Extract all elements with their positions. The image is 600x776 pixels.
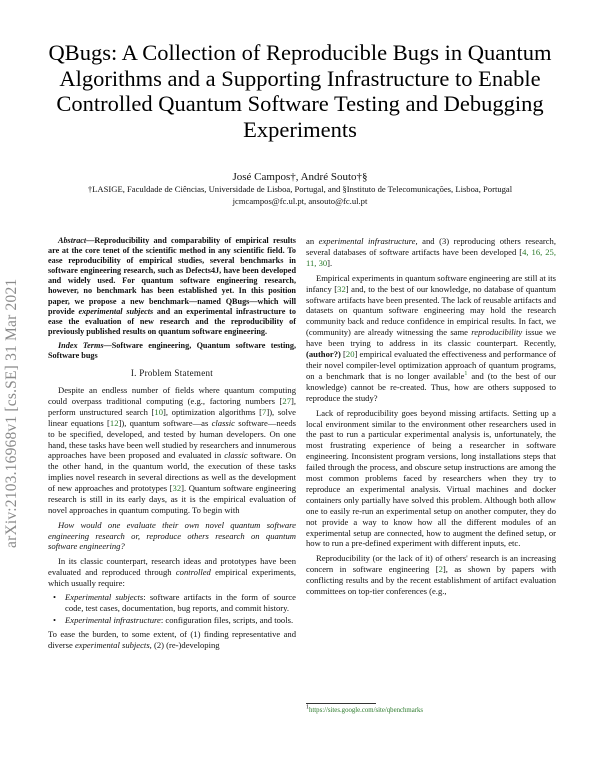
body-paragraph: To ease the burden, to some extent, of (1) finding representative and diverse experimental subjects, (2) (re-)developing	[48, 629, 296, 651]
body-paragraph: Empirical experiments in quantum software engineering are still at its infancy [32] and, to the best of our knowledge, no database of quantum software artifacts have been presented. The lack of reusable artifacts and datasets on quantum software engineering may hold the research community back and reduce confidence in empirical results. In fact, we (community) are already witnessing the same reproducibility issue we have been trying to address in its classic counterpart. Recently, (author?) [20] empirical evaluated the effectiveness and performance of their novel compiler-level optimization approach of quantum programs, on a benchmark that is no longer available$^1$ and (to the best of our knowledge) cannot be re-created. Thus, how are others supposed to reproduce the study?	[306, 272, 556, 403]
list-item: • Experimental infrastructure: configuration files, scripts, and tools.	[60, 615, 296, 626]
requirements-list	[48, 592, 296, 626]
unresolved-author-ref: (author?)	[306, 349, 341, 360]
list-item: • Experimental subjects: software artifacts in the form of source code, test cases, documentation, bug reports, and commit history.	[60, 592, 296, 614]
abstract-label: Abstract	[58, 236, 87, 245]
body-paragraph: Despite an endless number of fields where quantum computing could overpass traditional computing (e.g., factoring numbers [27], perform unstructured search [10], optimization algorithms [7]), solve linear equations [12]), quantum software—as classic software—needs to be specified, developed, and tested by human developers. On one hand, these tasks have been well studied by researchers and innumerous approaches have been proposed and evaluated in classic software. On the other hand, in the quantum world, the execution of these tasks implies novel research in several directions as well as the development of new approaches and prototypes [32]. Quantum software engineering research is still in its early days, as it is the empirical evaluation of novel approaches in quantum computing. To begin with	[48, 385, 297, 515]
authors: José Campos†, André Souto†§	[232, 171, 368, 183]
section-heading: I. Problem Statement	[130, 368, 214, 379]
body-paragraph: Lack of reproducibility goes beyond missing artifacts. Setting up a local environment similar to the environment other researchers used in the past to run a particular experimental analysis is, unfortunately, the most frustrating experience of being a researcher in software engineering. Inconsistent program versions, long installations steps that failed through the process, and obscure setup instructions are among the most common problems faced by researchers when they try to reproduce an experimental analysis. Virtual machines and docker containers only partially have solved this problem. Although both allow one to easily re-run an experimental setup on another computer, they do not provide a way to know how all the different modules of an experimental setup are connected, how to augment the defined setup, or how to run a pre-defined experiment with different inputs, etc.	[306, 407, 556, 549]
citation-link[interactable]: 4, 16, 25, 11, 30	[306, 246, 556, 268]
citation-link[interactable]: 32	[172, 483, 182, 494]
body-paragraph: In its classic counterpart, research ideas and prototypes have been evaluated and reproduced through controlled empirical experiments, which usually require:	[48, 555, 296, 588]
body-paragraph: Reproducibility (or the lack of it) of others' research is an increasing concern in software engineering [2], as shown by papers with conflicting results and by the recent establishment of artifact evaluation committees on top-tier conferences (e.g.,	[306, 553, 556, 597]
footnote-url-link[interactable]: https://sites.google.com/site/qbenchmarks	[309, 707, 424, 714]
paper-title: QBugs: A Collection of Reproducible Bugs in Quantum Algorithms and a Supporting Infrastructure to Enable Controlled Quantum Software Testing and Debugging Experiments	[48, 40, 552, 142]
research-question-quote: How would one evaluate their own novel quantum software engineering research or, reproduce others research on quantum software engineering?	[48, 519, 296, 552]
citation-link[interactable]: 12	[109, 417, 119, 428]
arxiv-identifier: arXiv:2103.16968v1 [cs.SE] 31 Mar 2021	[3, 278, 20, 548]
affiliation-block	[40, 184, 560, 207]
left-column	[48, 236, 296, 655]
citation-link[interactable]: 32	[337, 283, 346, 294]
footnote	[306, 704, 556, 715]
footnote-number: 1	[306, 704, 309, 711]
citation-link[interactable]: 2	[438, 564, 443, 575]
footnote-marker[interactable]: 1	[464, 371, 468, 378]
index-terms: Index Terms—Software engineering, Quantum software testing, Software bugs	[48, 340, 296, 361]
author-emails: jcmcampos@fc.ul.pt, ansouto@fc.ul.pt	[232, 195, 368, 206]
citation-link[interactable]: 20	[345, 349, 355, 360]
affiliation: †LASIGE, Faculdade de Ciências, Universidade de Lisboa, Portugal, and §Instituto de Telecomunicações, Lisboa, Portugal	[87, 184, 513, 194]
body-paragraph: an experimental infrastructure, and (3) reproducing others research, several databases of software artifacts have been developed [4, 16, 25, 11, 30].	[306, 236, 557, 268]
footnote-divider	[306, 703, 376, 704]
citation-link[interactable]: 7	[262, 406, 267, 417]
right-column	[306, 236, 556, 601]
index-terms-label: Index Terms	[58, 340, 104, 350]
citation-link[interactable]: 10	[154, 406, 163, 417]
citation-link[interactable]: 27	[282, 395, 291, 406]
abstract: Abstract—Reproducibility and comparability of empirical results are at the core tenet of the scientific method in any scientific field. To ease reproducibility of empirical studies, several benchmarks in software engineering research, such as Defects4J, have been developed and widely used. For quantum software engineering research, however, no benchmark has been established yet. In this position paper, we propose a new benchmark—named QBugs—which will provide experimental subjects and an experimental infrastructure to ease the evaluation of new research and the reproducibility of previously published results on quantum software engineering.	[48, 236, 296, 336]
